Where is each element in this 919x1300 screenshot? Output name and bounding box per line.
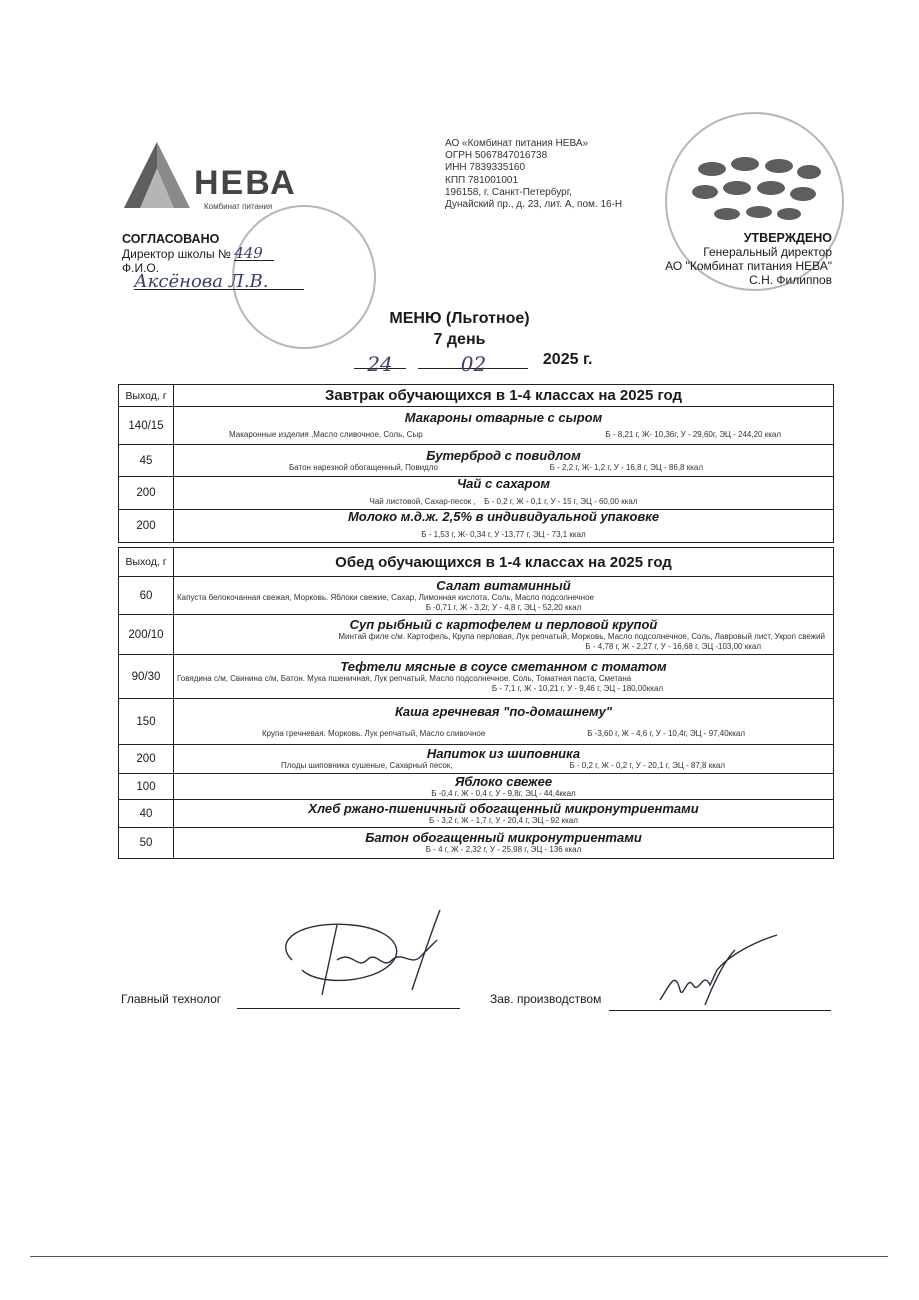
production-head-line bbox=[609, 1010, 831, 1011]
yield-cell: 45 bbox=[119, 445, 174, 477]
breakfast-title: Завтрак обучающихся в 1-4 классах на 2025 год bbox=[174, 385, 834, 407]
lunch-title: Обед обучающихся в 1-4 классах на 2025 год bbox=[174, 548, 834, 577]
dish-cell bbox=[174, 510, 834, 543]
dish-ingredients: Батон нарезной обогащенный, Повидло bbox=[289, 462, 438, 472]
dish-cell bbox=[174, 407, 834, 445]
agreed-block bbox=[122, 232, 304, 290]
production-head-signature bbox=[655, 930, 785, 1010]
dish-name: Салат витаминный bbox=[436, 577, 571, 593]
table-header-row bbox=[119, 548, 834, 577]
table-row bbox=[119, 828, 834, 859]
table-row bbox=[119, 699, 834, 745]
dish-ingredients: Макаронные изделия ,Масло сливочное, Соль, Сыр bbox=[229, 430, 423, 439]
yield-header: Выход, г bbox=[119, 548, 174, 577]
yield-cell: 90/30 bbox=[119, 655, 174, 699]
yield-cell: 200/10 bbox=[119, 615, 174, 655]
dish-cell bbox=[174, 445, 834, 477]
dish-nutrition: Б - 0,2 г, Ж - 0,2 г, У - 20,1 г, ЭЦ - 87,8 ккал bbox=[569, 761, 725, 770]
company-name: АО «Комбинат питания НЕВА» bbox=[445, 138, 589, 149]
dish-name: Чай с сахаром bbox=[456, 476, 551, 491]
menu-title-main: МЕНЮ (Льготное) bbox=[389, 310, 530, 327]
dish-name: Тефтели мясные в соусе сметанном с томатом bbox=[340, 658, 667, 674]
dish-nutrition: Б - 2,2 г, Ж- 1,2 г, У - 16,8 г, ЭЦ - 86,8 ккал bbox=[549, 462, 703, 472]
table-row bbox=[119, 477, 834, 510]
dish-cell bbox=[174, 577, 834, 615]
dish-nutrition: Б -0,4 г, Ж - 0,4 г, У - 9,8г, ЭЦ - 44,4ккал bbox=[431, 788, 576, 798]
dish-nutrition: Б - 3,2 г, Ж - 1,7 г, У - 20,4 г, ЭЦ - 92 ккал bbox=[429, 815, 578, 825]
company-address-1: 196158, г. Санкт-Петербург, bbox=[445, 186, 572, 198]
pyramid-logo-icon bbox=[122, 138, 192, 218]
dish-nutrition: Б - 8,21 г, Ж- 10,36г, У - 29,60г, ЭЦ - 244,20 ккал bbox=[605, 430, 781, 439]
dish-cell bbox=[174, 477, 834, 510]
approved-position: Генеральный директор bbox=[703, 245, 832, 259]
dish-name: Батон обогащенный микронутриентами bbox=[365, 830, 642, 845]
dish-cell bbox=[174, 745, 834, 774]
dish-cell bbox=[174, 655, 834, 699]
company-ogrn: ОГРН 5067847016738 bbox=[445, 150, 548, 162]
lunch-table bbox=[118, 547, 834, 859]
dish-name: Суп рыбный с картофелем и перловой крупой bbox=[349, 616, 658, 632]
yield-cell: 60 bbox=[119, 577, 174, 615]
table-row bbox=[119, 407, 834, 445]
approved-block bbox=[665, 231, 832, 287]
dish-name: Яблоко свежее bbox=[454, 773, 553, 789]
dish-ingredients: Минтай филе с/м. Картофель, Крупа перловая, Лук репчатый, Морковь, Масло подсолнечное, Соль, Лавровый лист, Укроп свежий bbox=[338, 631, 825, 641]
agreed-label: СОГЛАСОВАНО bbox=[122, 232, 220, 246]
dish-name: Бутерброд с повидлом bbox=[426, 447, 581, 463]
menu-day: 7 день bbox=[433, 331, 486, 348]
chief-technologist-signature bbox=[262, 900, 452, 1010]
yield-cell: 200 bbox=[119, 510, 174, 543]
table-row bbox=[119, 745, 834, 774]
dish-ingredients: Говядина с/м, Свинина с/м, Батон. Мука пшеничная, Лук репчатый, Масло подсолнечное. Соль, Томатная паста, Сметана bbox=[177, 673, 632, 683]
table-row bbox=[119, 800, 834, 828]
dish-name: Макароны отварные с сыром bbox=[404, 410, 603, 425]
dish-ingredients: Крупа гречневая. Морковь. Лук репчатый, Масло сливочное bbox=[262, 728, 486, 738]
table-header-row bbox=[119, 385, 834, 407]
approved-company: АО "Комбинат питания НЕВА" bbox=[665, 259, 832, 273]
menu-title bbox=[0, 308, 919, 350]
date-day: 24 bbox=[367, 352, 393, 376]
dish-nutrition: Б - 7,1 г, Ж - 10,21 г, У - 9,46 г, ЭЦ - 180,00ккал bbox=[491, 683, 663, 693]
dish-cell bbox=[174, 800, 834, 828]
yield-cell: 140/15 bbox=[119, 407, 174, 445]
director-label: Директор школы № bbox=[122, 247, 231, 261]
dish-name: Хлеб ржано-пшеничный обогащенный микронутриентами bbox=[308, 800, 699, 816]
dish-cell bbox=[174, 828, 834, 859]
dish-ingredients: Чай листовой, Сахар-песок , bbox=[369, 497, 476, 506]
date-month: 02 bbox=[460, 352, 487, 376]
dish-ingredients: Капуста белокочанная свежая, Морковь. Яблоки свежие, Сахар, Лимонная кислота. Соль, Масло подсолнечное bbox=[177, 592, 594, 602]
school-number: 449 bbox=[234, 246, 274, 261]
bottom-divider bbox=[30, 1256, 888, 1257]
dish-ingredients: Плоды шиповника сушеные, Сахарный песок, bbox=[281, 761, 453, 770]
date-year: 2025 г. bbox=[542, 351, 593, 368]
menu-date bbox=[354, 351, 593, 376]
production-head-label: Зав. производством bbox=[490, 992, 602, 1006]
dish-name: Напиток из шиповника bbox=[426, 746, 581, 761]
dish-cell bbox=[174, 615, 834, 655]
table-row bbox=[119, 615, 834, 655]
dish-nutrition: Б - 0,2 г, Ж - 0,1 г, У - 15 г, ЭЦ - 60,00 ккал bbox=[484, 497, 638, 506]
dish-nutrition: Б - 4,78 г, Ж - 2,27 г, У - 16,68 г, ЭЦ -103,00 ккал bbox=[585, 641, 761, 651]
dish-cell bbox=[174, 774, 834, 800]
dish-cell bbox=[174, 699, 834, 745]
yield-cell: 150 bbox=[119, 699, 174, 745]
company-kpp: КПП 781001001 bbox=[445, 174, 519, 186]
chief-technologist-label: Главный технолог bbox=[121, 992, 222, 1006]
yield-cell: 100 bbox=[119, 774, 174, 800]
company-inn: ИНН 7839335160 bbox=[445, 162, 526, 174]
company-details bbox=[445, 138, 622, 211]
yield-cell: 200 bbox=[119, 745, 174, 774]
approved-label: УТВЕРЖДЕНО bbox=[743, 231, 832, 245]
dish-nutrition: Б - 4 г, Ж - 2,32 г, У - 25,98 г, ЭЦ - 136 ккал bbox=[425, 845, 582, 854]
dish-nutrition: Б -3,60 г, Ж - 4,6 г, У - 10,4г, ЭЦ - 97,40ккал bbox=[587, 728, 745, 738]
dish-name: Каша гречневая "по-домашнему" bbox=[394, 703, 613, 719]
table-row bbox=[119, 774, 834, 800]
yield-cell: 200 bbox=[119, 477, 174, 510]
yield-cell: 40 bbox=[119, 800, 174, 828]
dish-name: Молоко м.д.ж. 2,5% в индивидуальной упаковке bbox=[347, 509, 660, 524]
fio-label: Ф.И.О. bbox=[122, 261, 160, 275]
dish-nutrition: Б - 1,53 г, Ж- 0,34 г, У -13,77 г, ЭЦ - 73,1 ккал bbox=[421, 530, 586, 539]
breakfast-table bbox=[118, 384, 834, 543]
logo-word: НЕВА bbox=[194, 164, 297, 202]
dish-nutrition: Б -0,71 г, Ж - 3,2г, У - 4,8 г, ЭЦ - 52,20 ккал bbox=[425, 602, 582, 612]
table-row bbox=[119, 577, 834, 615]
logo-subtitle: Комбинат питания bbox=[204, 202, 273, 211]
yield-header: Выход, г bbox=[119, 385, 174, 407]
company-address-2: Дунайский пр., д. 23, лит. А, пом. 16-Н bbox=[445, 199, 623, 211]
approved-name: С.Н. Филиппов bbox=[749, 273, 832, 287]
yield-cell: 50 bbox=[119, 828, 174, 859]
fio-value: Аксёнова Л.В. bbox=[134, 275, 304, 290]
table-row bbox=[119, 655, 834, 699]
table-row bbox=[119, 510, 834, 543]
table-row bbox=[119, 445, 834, 477]
